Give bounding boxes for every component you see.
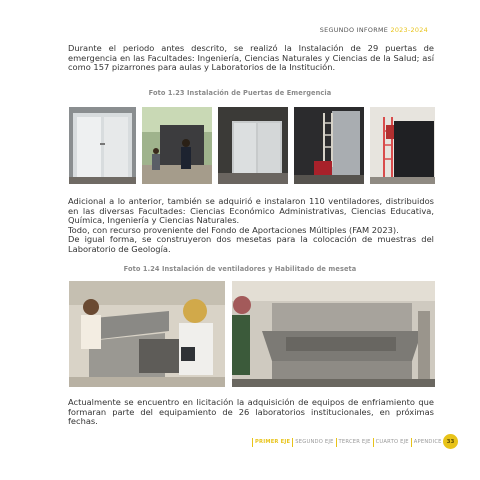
nav-separator — [336, 438, 337, 447]
nav-tab-cuarto-eje[interactable]: CUARTO EJE — [375, 439, 409, 445]
paragraph-doors — [68, 44, 434, 73]
section-nav — [250, 437, 442, 447]
nav-tab-primer-eje[interactable]: PRIMER EJE — [255, 439, 291, 445]
caption-photo-1-23: Foto 1.23 Instalación de Puertas de Emergencia — [148, 89, 332, 97]
report-title: SEGUNDO INFORME — [319, 26, 389, 34]
photo-emergency-door-5 — [370, 107, 435, 184]
paragraph-fans-line1: Adicional a lo anterior, también se adquirió e instalaron 110 ventiladores, distribuidos en las diversas Facultades: Ciencias Económico Administrativas, Ciencias Educativa, Química, Ingeniería y Ciencias Naturales. — [68, 196, 434, 226]
report-years: 2023-2024 — [390, 26, 428, 34]
paragraph-doors-text: Durante el periodo antes descrito, se realizó la Instalación de 29 puertas de emergencia en las Facultades: Ingeniería, Ciencias Naturales y Ciencias de la Salud; así como 157 pizarrones para aulas y Laboratorios de la Institución. — [68, 43, 434, 73]
nav-separator — [292, 438, 293, 447]
paragraph-fans-line2: Todo, con recurso proveniente del Fondo de Aportaciones Múltiples (FAM 2023). — [68, 224, 399, 235]
nav-tab-apendice[interactable]: APENDICE — [413, 439, 442, 445]
caption-photo-1-24: Foto 1.24 Instalación de ventiladores y Habilitado de meseta — [123, 265, 357, 273]
paragraph-fans-line3: De igual forma, se construyeron dos mesetas para la colocación de muestras del Laboratorio de Geología. — [68, 234, 434, 254]
paragraph-cooling-text: Actualmente se encuentro en licitación la adquisición de equipos de enfriamiento que formaran parte del equipamiento de 26 laboratorios institucionales, en próximas fechas. — [68, 397, 434, 427]
nav-separator — [411, 438, 412, 447]
nav-separator — [373, 438, 374, 447]
nav-tab-tercer-eje[interactable]: TERCER EJE — [338, 439, 371, 445]
report-header — [320, 26, 428, 34]
paragraph-fans — [68, 197, 434, 255]
photo-emergency-door-2 — [142, 107, 212, 184]
photo-emergency-door-1 — [69, 107, 136, 184]
photo-meseta-construction-1 — [69, 281, 225, 387]
photo-emergency-door-3 — [218, 107, 288, 184]
photo-meseta-construction-2 — [232, 281, 435, 387]
page-number-badge: 33 — [443, 434, 458, 449]
nav-tab-segundo-eje[interactable]: SEGUNDO EJE — [295, 439, 334, 445]
paragraph-cooling — [68, 398, 434, 427]
nav-separator — [252, 438, 253, 447]
photo-emergency-door-4 — [294, 107, 364, 184]
